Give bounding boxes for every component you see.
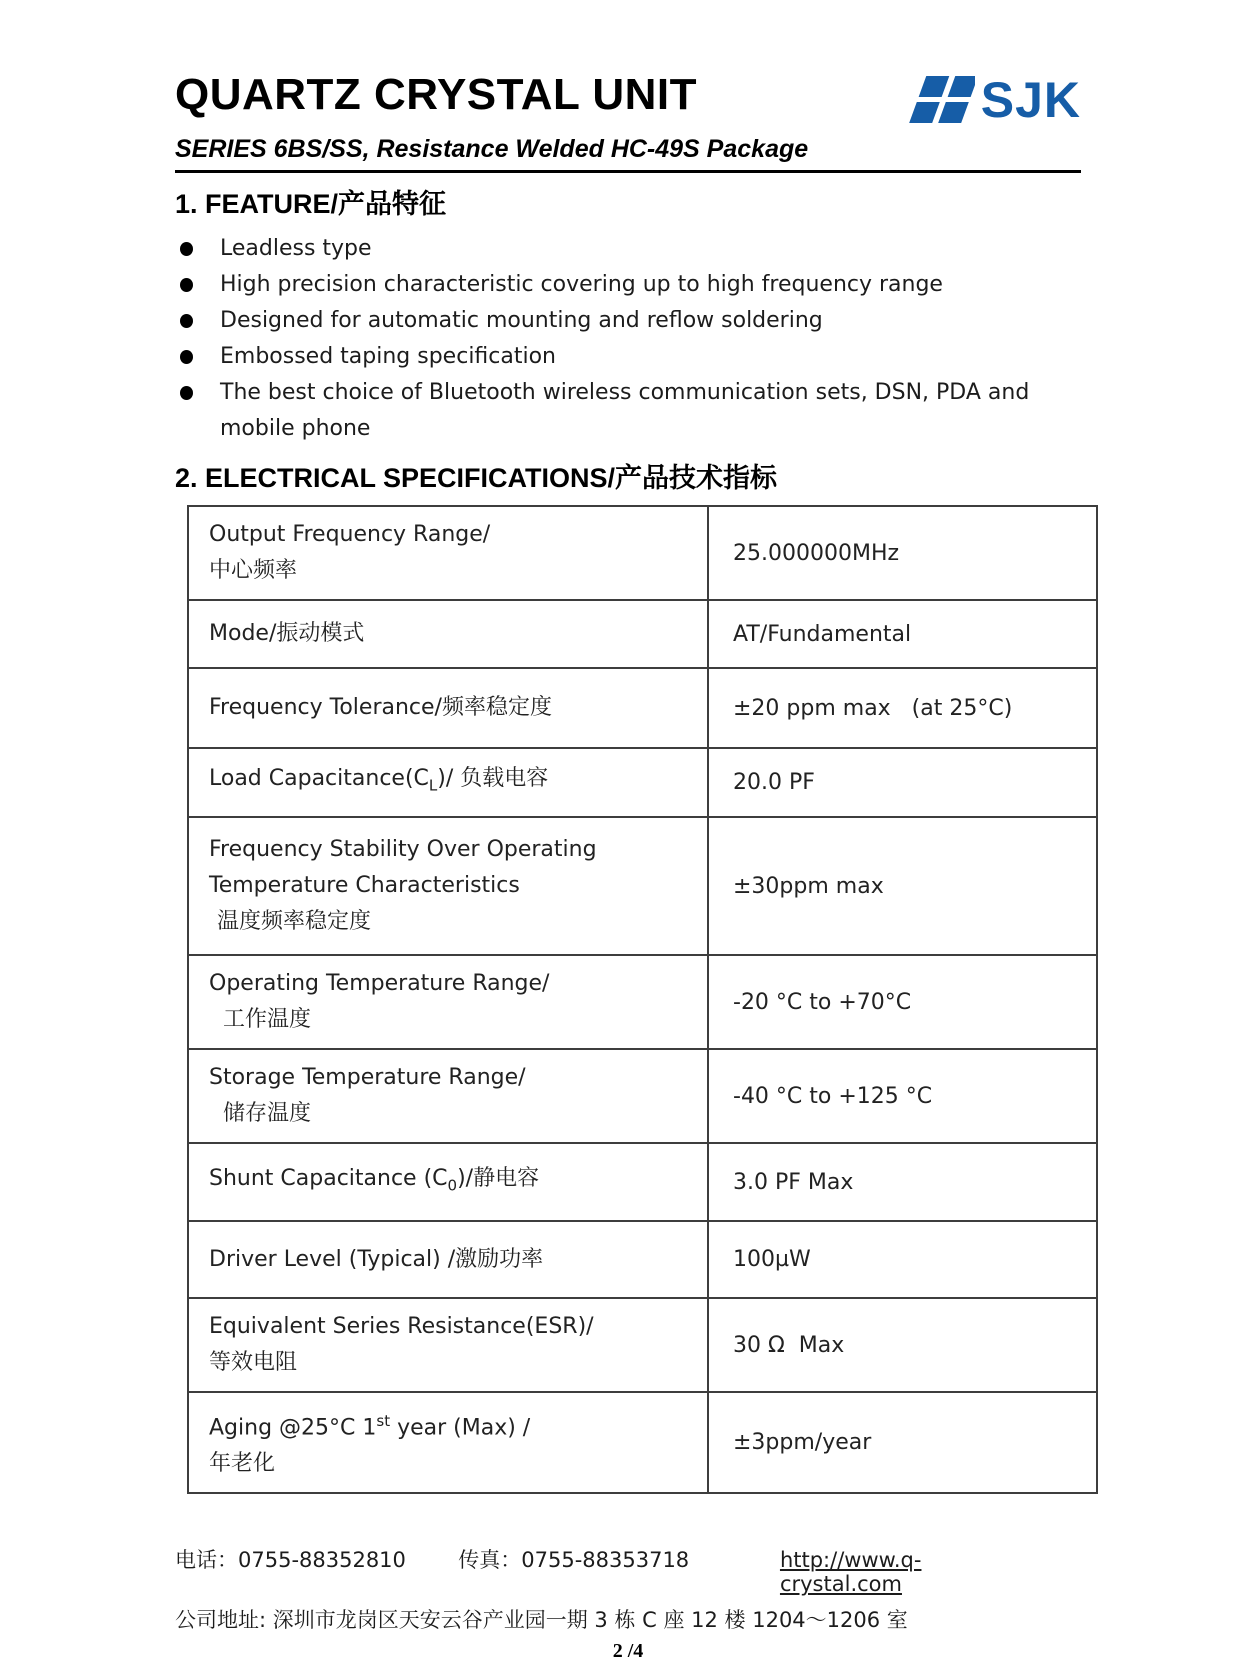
table-row [188, 748, 1097, 817]
list-item [175, 267, 1081, 303]
spec-param: Aging @25°C 1st year (Max) / 年老化 [188, 1392, 708, 1493]
feature-heading: 1. FEATURE/产品特征 [175, 189, 447, 219]
footer-phone: 电话：0755-88352810 [175, 1548, 406, 1573]
feature-list [175, 231, 1081, 447]
table-row [188, 1049, 1097, 1143]
spec-table [187, 505, 1098, 1494]
feature-text: High precision characteristic covering up to high frequency range [220, 272, 943, 297]
spec-param: Frequency Tolerance/频率稳定度 [188, 668, 708, 748]
list-item [175, 303, 1081, 339]
table-row [188, 668, 1097, 748]
footer-fax: 传真：0755-88353718 [458, 1548, 690, 1573]
series-subtitle: SERIES 6BS/SS, Resistance Welded HC-49S Package [175, 135, 809, 163]
table-row [188, 1143, 1097, 1221]
spec-param: Load $Capacitance(C_L)/$ 负载电容 [188, 748, 708, 817]
spec-value: ±30ppm max [708, 817, 1097, 955]
sjk-emblem-icon [897, 74, 975, 126]
spec-value: 20.0 PF [708, 748, 1097, 817]
bullet-icon [180, 314, 193, 328]
bullet-icon [180, 350, 193, 364]
feature-text: Designed for automatic mounting and reflow soldering [220, 308, 823, 333]
page-title: QUARTZ CRYSTAL UNIT [175, 70, 697, 119]
table-row [188, 1298, 1097, 1392]
table-row [188, 1392, 1097, 1493]
bullet-icon [180, 386, 193, 400]
feature-text: Embossed taping specification [220, 344, 557, 369]
spec-value: 100µW [708, 1221, 1097, 1298]
bullet-icon [180, 242, 193, 256]
footer-address: 公司地址: 深圳市龙岗区天安云谷产业园一期 3 栋 C 座 12 楼 1204～1206 室 [175, 1608, 908, 1633]
table-row [188, 1221, 1097, 1298]
specs-heading: 2. ELECTRICAL SPECIFICATIONS/产品技术指标 [175, 463, 778, 493]
spec-value: 3.0 PF Max [708, 1143, 1097, 1221]
spec-param: Shunt Capacitance $(C_0)/$静电容 [188, 1143, 708, 1221]
spec-value: ±20 ppm max (at 25°C) [708, 668, 1097, 748]
table-row [188, 600, 1097, 668]
table-row [188, 506, 1097, 600]
page-number: 2 /4 [612, 1640, 644, 1663]
footer [175, 1544, 1081, 1663]
spec-value: ±3ppm/year [708, 1392, 1097, 1493]
list-item [175, 231, 1081, 267]
bullet-icon [180, 278, 193, 292]
spec-param: Frequency Stability Over Operating Temperature Characteristics 温度频率稳定度 [188, 817, 708, 955]
list-item [175, 375, 1081, 447]
spec-value: -40 °C to +125 °C [708, 1049, 1097, 1143]
feature-text: Leadless type [220, 236, 372, 261]
logo-text: SJK [980, 72, 1081, 128]
header [175, 72, 1081, 126]
website-link[interactable]: http://www.q-crystal.com [779, 1548, 922, 1597]
table-row [188, 955, 1097, 1049]
spec-param: Operating Temperature Range/ 工作温度 [188, 955, 708, 1049]
sjk-logo [897, 74, 1081, 126]
spec-value: -20 °C to +70°C [708, 955, 1097, 1049]
spec-param: Output Frequency Range/ 中心频率 [188, 506, 708, 600]
list-item [175, 339, 1081, 375]
spec-param: Driver Level (Typical) /激励功率 [188, 1221, 708, 1298]
spec-value: 25.000000MHz [708, 506, 1097, 600]
spec-value: AT/Fundamental [708, 600, 1097, 668]
feature-text: The best choice of Bluetooth wireless communication sets, DSN, PDA and mobile phone [220, 380, 1030, 441]
header-divider [175, 170, 1081, 173]
spec-param: Storage Temperature Range/ 储存温度 [188, 1049, 708, 1143]
table-row [188, 817, 1097, 955]
spec-param: Mode/振动模式 [188, 600, 708, 668]
spec-param: Equivalent Series Resistance(ESR)/ 等效电阻 [188, 1298, 708, 1392]
spec-value: 30 Ω Max [708, 1298, 1097, 1392]
